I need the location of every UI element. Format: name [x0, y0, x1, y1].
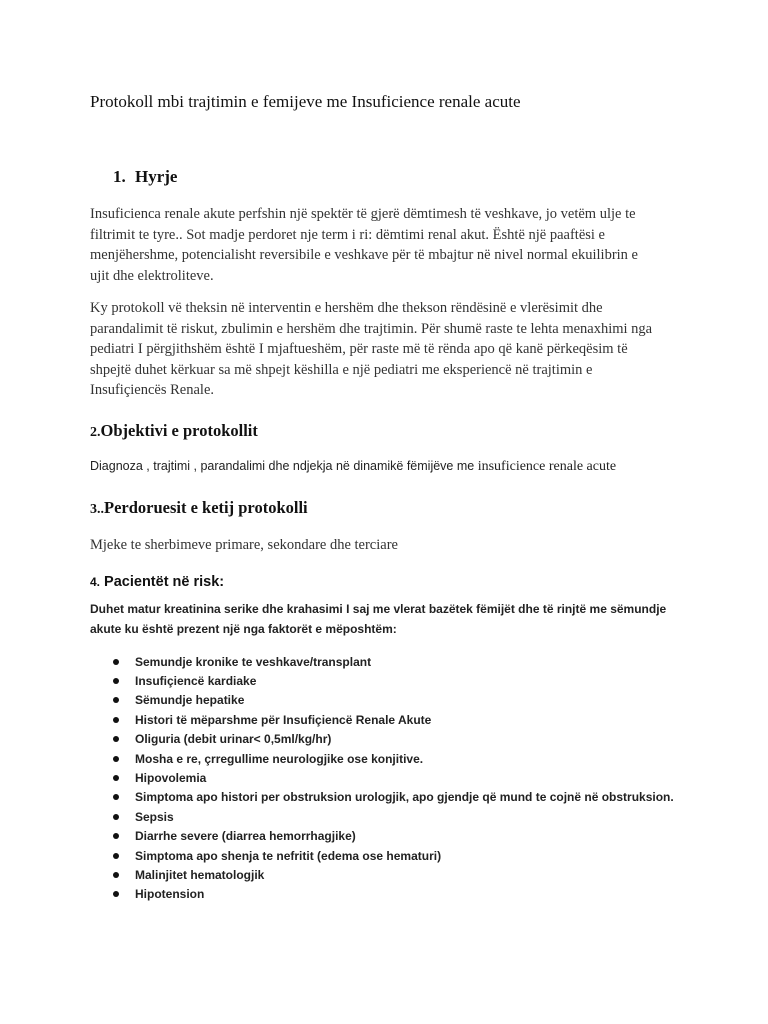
paragraph-line: Insufiçiencës Renale. [90, 382, 215, 398]
paragraph-line: ujit dhe elektroliteve. [90, 267, 214, 284]
list-item [113, 730, 674, 749]
section-heading-text: Hyrje [135, 167, 178, 186]
list-item [113, 691, 674, 710]
risk-intro-line: akute ku është prezent një nga faktorët e mëposhtëm: [90, 622, 397, 636]
section-heading-objectives [90, 421, 258, 441]
list-item [113, 768, 674, 787]
list-item [113, 749, 674, 768]
list-item [113, 652, 674, 671]
section-heading-intro [113, 167, 177, 187]
list-item [113, 671, 674, 690]
section-number: 3.. [90, 502, 104, 517]
bullet-icon [113, 891, 119, 897]
bullet-icon [113, 717, 119, 723]
paragraph-line: Ky protokoll vë theksin në interventin e hershëm dhe thekson rëndësinë e vlerësimit dhe [90, 300, 603, 316]
bullet-icon [113, 659, 119, 665]
list-item-text: Histori të mëparshme për Insufiçiencë Renale Akute [135, 712, 432, 727]
list-item [113, 865, 674, 884]
objectives-text-part2: insuficience renale acute [474, 459, 617, 474]
bullet-icon [113, 814, 119, 820]
list-item [113, 807, 674, 826]
section-heading-text: Objektivi e protokollit [100, 421, 258, 440]
list-item-text: Oliguria (debit urinar< 0,5ml/kg/hr) [135, 732, 332, 747]
bullet-icon [113, 872, 119, 878]
section-number: 4. [90, 575, 101, 589]
paragraph-line: menjëhershme, potencialisht reversibile e veshkave për të mbajtur në nivel normal ekuilibrin e [90, 247, 638, 263]
objectives-text [90, 458, 616, 475]
section-number: 1. [113, 167, 126, 186]
bullet-icon [113, 697, 119, 703]
list-item-text: Hipotension [135, 887, 205, 902]
list-item [113, 710, 674, 729]
list-item-text: Insufiçiencë kardiake [135, 674, 257, 689]
intro-paragraph-2 [90, 298, 680, 401]
bullet-icon [113, 775, 119, 781]
section-number: 2. [90, 425, 101, 440]
paragraph-line: pediatri I përgjithshëm është I mjaftueshëm, për raste më të rënda apo që kanë përkeqësim të [90, 341, 628, 357]
list-item [113, 885, 674, 904]
bullet-icon [113, 833, 119, 839]
list-item-text: Diarrhe severe (diarrea hemorrhagjike) [135, 829, 356, 844]
risk-intro-line: Duhet matur kreatinina serike dhe krahasimi I saj me vlerat bazëtek fëmijët dhe të rinjtë me sëmundje [90, 602, 667, 616]
intro-paragraph-1 [90, 204, 680, 286]
paragraph-line: Insuficienca renale akute perfshin një spektër të gjerë dëmtimesh të veshkave, jo vetëm ulje te [90, 206, 636, 222]
objectives-text-part1: Diagnoza , trajtimi , parandalimi dhe ndjekja në dinamikë fëmijëve me [90, 459, 475, 473]
section-heading-users [90, 498, 308, 518]
document-title: Protokoll mbi trajtimin e femijeve me Insuficience renale acute [90, 92, 521, 111]
bullet-icon [113, 678, 119, 684]
list-item [113, 788, 674, 807]
users-text: Mjeke te sherbimeve primare, sekondare dhe terciare [90, 537, 398, 553]
list-item-text: Sëmundje hepatike [135, 693, 245, 708]
paragraph-line: shpejtë duhet kërkuar sa më shpejt këshilla e një pediatri me eksperiencë në trajtimin e [90, 361, 593, 378]
list-item-text: Hipovolemia [135, 771, 207, 786]
list-item [113, 827, 674, 846]
risk-factor-list [113, 652, 674, 904]
bullet-icon [113, 794, 119, 800]
paragraph-line: filtrimit te tyre.. Sot madje perdoret nje term i ri: dëmtimi renal akut. Është një paaftësi e [90, 226, 605, 243]
bullet-icon [113, 736, 119, 742]
bullet-icon [113, 756, 119, 762]
section-heading-text: Pacientët në risk: [104, 574, 225, 590]
list-item-text: Simptoma apo shenja te nefritit (edema ose hematuri) [135, 848, 442, 863]
list-item [113, 846, 674, 865]
list-item-text: Semundje kronike te veshkave/transplant [135, 654, 372, 669]
section-heading-risk [90, 574, 224, 590]
paragraph-line: parandalimit të riskut, zbulimin e hershëm dhe trajtimin. Për shumë raste te lehta menaxhimi nga [90, 320, 653, 337]
list-item-text: Simptoma apo histori per obstruksion urologjik, apo gjendje që mund te cojnë në obstruksion. [135, 790, 674, 805]
list-item-text: Mosha e re, çrregullime neurologjike ose konjitive. [135, 751, 424, 766]
list-item-text: Malinjitet hematologjik [135, 867, 265, 882]
risk-intro [90, 599, 666, 639]
list-item-text: Sepsis [135, 809, 174, 824]
bullet-icon [113, 853, 119, 859]
section-heading-text: Perdoruesit e ketij protokolli [104, 498, 308, 517]
